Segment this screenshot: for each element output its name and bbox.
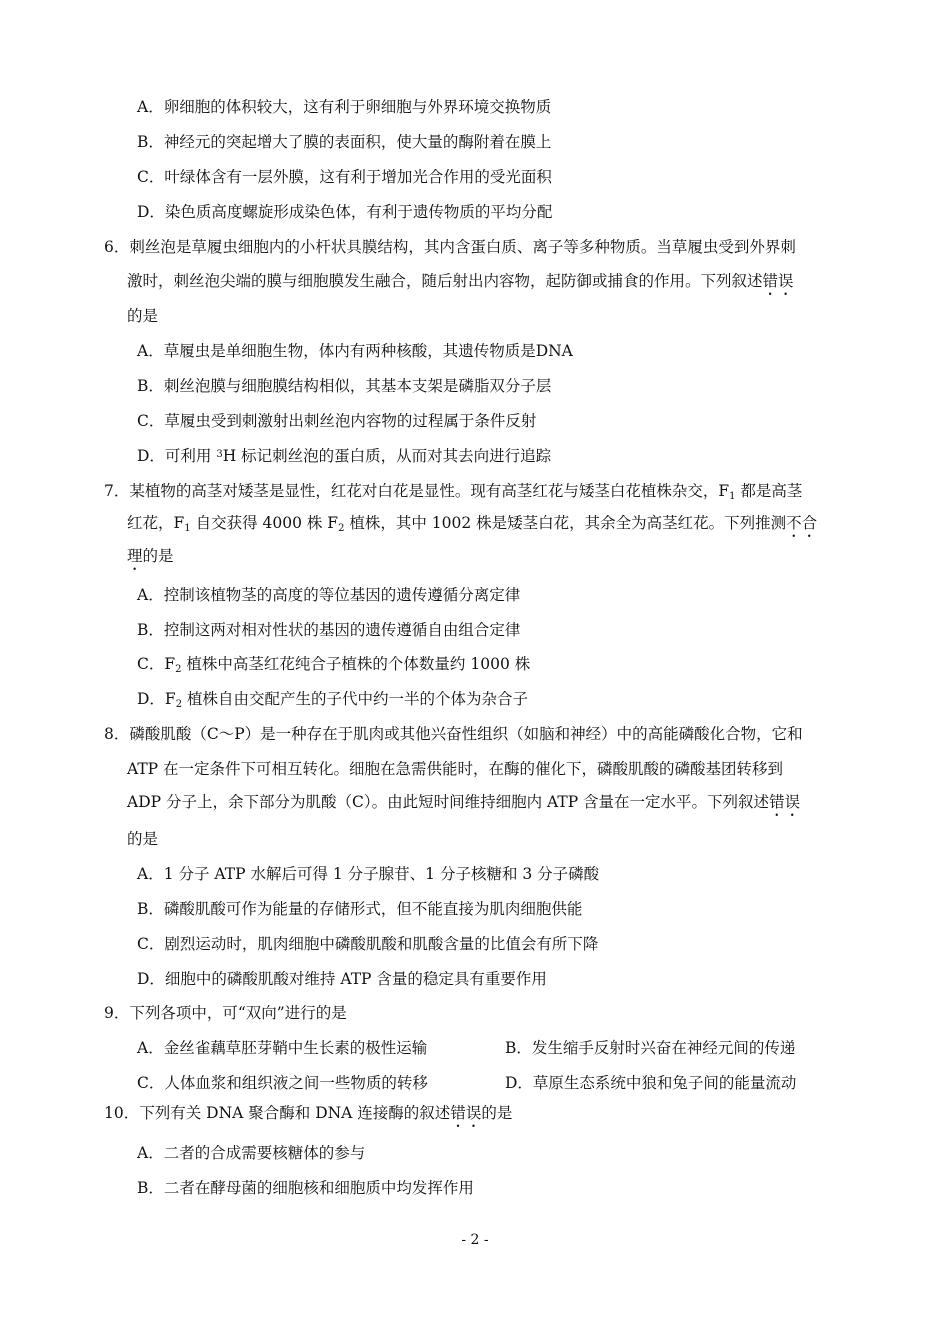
q5-option-d: D．染色质高度螺旋形成染色体，有利于遗传物质的平均分配 xyxy=(137,203,553,221)
q9-option-c: C．人体血浆和组织液之间一些物质的转移 xyxy=(137,1074,428,1092)
q10-text: 的是 xyxy=(481,1104,513,1122)
q7-option-c xyxy=(137,653,530,675)
q9-stem: 9．下列各项中，可“双向”进行的是 xyxy=(104,1004,347,1022)
q6-option-d-sup: 3 xyxy=(216,449,223,460)
q5-option-a: A．卵细胞的体积较大，这有利于卵细胞与外界环境交换物质 xyxy=(137,98,552,116)
q5-option-c: C．叶绿体含有一层外膜，这有利于增加光合作用的受光面积 xyxy=(137,168,552,186)
q7-option-c-text: C．F xyxy=(137,655,176,673)
q6-stem-line3: 的是 xyxy=(127,307,159,325)
q8-option-d: D．细胞中的磷酸肌酸对维持 ATP 含量的稳定具有重要作用 xyxy=(137,970,547,988)
q6-option-c: C．草履虫受到刺激射出刺丝泡内容物的过程属于条件反射 xyxy=(137,412,537,430)
q7-stem-line2 xyxy=(127,512,817,541)
q8-option-a: A．1 分子 ATP 水解后可得 1 分子腺苷、1 分子核糖和 3 分子磷酸 xyxy=(137,865,600,883)
q9-option-d: D．草原生态系统中狼和兔子间的能量流动 xyxy=(505,1074,797,1092)
q8-emphasis: 错误 xyxy=(769,793,801,811)
q10-option-b: B．二者在酵母菌的细胞核和细胞质中均发挥作用 xyxy=(137,1179,474,1197)
q7-option-c-text2: 植株中高茎红花纯合子植株的个体数量约 1000 株 xyxy=(181,655,531,673)
q9-option-a: A．金丝雀藕草胚芽鞘中生长素的极性运输 xyxy=(137,1039,428,1057)
q6-stem-text: 激时，刺丝泡尖端的膜与细胞膜发生融合，随后射出内容物，起防御或捕食的作用。下列叙述 xyxy=(127,272,763,290)
q10-option-a: A．二者的合成需要核糖体的参与 xyxy=(137,1144,366,1162)
q7-text: 都是高茎 xyxy=(735,482,803,500)
q6-option-d xyxy=(137,445,551,467)
q9-option-b: B．发生缩手反射时兴奋在神经元间的传递 xyxy=(505,1039,796,1057)
q6-option-d-text: D．可利用 xyxy=(137,447,217,465)
q8-stem-line1: 8．磷酸肌酸（C～P）是一种存在于肌肉或其他兴奋性组织（如脑和神经）中的高能磷酸化合物，它和 xyxy=(104,725,803,743)
q6-emphasis: 错误 xyxy=(762,272,794,290)
q8-stem-line3 xyxy=(127,791,800,820)
q7-option-a: A．控制该植物茎的高度的等位基因的遗传遵循分离定律 xyxy=(137,586,521,604)
q7-option-d-text: D．F xyxy=(137,690,176,708)
q7-stem-line3 xyxy=(127,545,174,574)
q7-option-d xyxy=(137,688,528,710)
q7-text: 7．某植物的高茎对矮茎是显性，红花对白花是显性。现有高茎红花与矮茎白花植株杂交，F xyxy=(104,482,730,500)
q7-text: 植株，其中 1002 株是矮茎白花，其余全为高茎红花。下列推测 xyxy=(344,514,787,532)
q10-emphasis: 错误 xyxy=(450,1104,482,1122)
q7-text: 自交获得 4000 株 F xyxy=(190,514,339,532)
q7-option-d-text2: 植株自由交配产生的子代中约一半的个体为杂合子 xyxy=(182,690,528,708)
q7-text: 红花，F xyxy=(127,514,185,532)
q8-option-b: B．磷酸肌酸可作为能量的存储形式，但不能直接为肌肉细胞供能 xyxy=(137,900,583,918)
q8-stem-line2: ATP 在一定条件下可相互转化。细胞在急需供能时，在酶的催化下，磷酸肌酸的磷酸基团转移到 xyxy=(127,760,784,778)
q10-stem xyxy=(104,1102,512,1131)
q7-text: 的是 xyxy=(142,547,174,565)
q7-sub: 2 xyxy=(338,523,345,534)
q7-option-c-sub: 2 xyxy=(175,664,182,675)
q6-option-a: A．草履虫是单细胞生物，体内有两种核酸，其遗传物质是DNA xyxy=(137,342,573,360)
q6-stem-line2 xyxy=(127,270,794,299)
q10-text: 10．下列有关 DNA 聚合酶和 DNA 连接酶的叙述 xyxy=(104,1104,451,1122)
q7-emphasis: 不合 xyxy=(786,514,818,532)
q7-sub: 1 xyxy=(729,491,736,502)
q8-text: ADP 分子上，余下部分为肌酸（C）。由此短时间维持细胞内 ATP 含量在一定水平。下列叙述 xyxy=(127,793,770,811)
q7-option-b: B．控制这两对相对性状的基因的遗传遵循自由组合定律 xyxy=(137,621,521,639)
q6-stem-line1: 6．刺丝泡是草履虫细胞内的小杆状具膜结构，其内含蛋白质、离子等多种物质。当草履虫受到外界刺 xyxy=(104,238,796,256)
q6-option-b: B．刺丝泡膜与细胞膜结构相似，其基本支架是磷脂双分子层 xyxy=(137,377,552,395)
page-number: - 2 - xyxy=(461,1232,489,1248)
q7-sub: 1 xyxy=(184,523,191,534)
q7-emphasis: 理 xyxy=(127,547,143,565)
q7-option-d-sub: 2 xyxy=(175,699,183,710)
q8-option-c: C．剧烈运动时，肌肉细胞中磷酸肌酸和肌酸含量的比值会有所下降 xyxy=(137,935,599,953)
q8-stem-line4: 的是 xyxy=(127,830,159,848)
q5-option-b: B．神经元的突起增大了膜的表面积，使大量的酶附着在膜上 xyxy=(137,133,552,151)
q7-stem-line1 xyxy=(104,480,802,502)
q6-option-d-text2: H 标记刺丝泡的蛋白质，从而对其去向进行追踪 xyxy=(222,447,552,465)
